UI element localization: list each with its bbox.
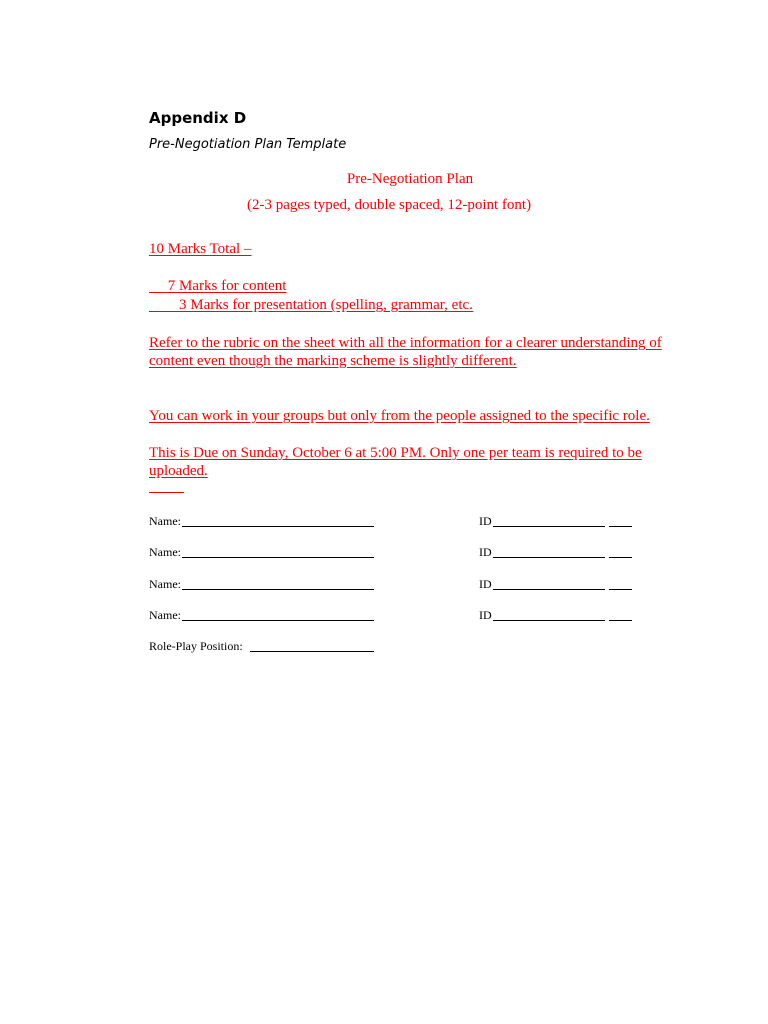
name-field[interactable] [182, 589, 374, 590]
id-label: ID [479, 608, 492, 622]
due-underline [149, 492, 184, 493]
id-label: ID [479, 514, 492, 528]
role-play-label: Role-Play Position: [149, 639, 243, 653]
plan-title: Pre-Negotiation Plan [346, 171, 474, 187]
due-note: This is Due on Sunday, October 6 at 5:00 PM. Only one per team is required to be uploaded. [149, 445, 642, 479]
marks-presentation-indent [149, 297, 179, 313]
name-field[interactable] [182, 620, 374, 621]
id-label: ID [479, 577, 492, 591]
id-field[interactable] [493, 526, 605, 527]
id-field-extra[interactable] [609, 620, 632, 621]
id-field[interactable] [493, 557, 605, 558]
id-field[interactable] [493, 589, 605, 590]
appendix-title: Appendix D [149, 109, 247, 127]
id-field-extra[interactable] [609, 557, 632, 558]
marks-presentation-line [149, 297, 473, 314]
name-field[interactable] [182, 526, 374, 527]
name-label: Name: [149, 577, 181, 591]
marks-content-indent [149, 278, 168, 294]
id-label: ID [479, 545, 492, 559]
rubric-note: Refer to the rubric on the sheet with all the information for a clearer understanding of content even though the marking scheme is slightly different. [149, 335, 662, 369]
name-field[interactable] [182, 557, 374, 558]
role-play-field[interactable] [250, 651, 374, 652]
marks-total: 10 Marks Total – [149, 241, 252, 257]
groups-note: You can work in your groups but only from the people assigned to the specific role. [149, 408, 650, 424]
marks-content-line [149, 278, 286, 295]
id-field[interactable] [493, 620, 605, 621]
name-label: Name: [149, 545, 181, 559]
id-field-extra[interactable] [609, 589, 632, 590]
marks-presentation: 3 Marks for presentation (spelling, grammar, etc. [179, 297, 473, 313]
appendix-subtitle: Pre-Negotiation Plan Template [149, 137, 347, 152]
plan-subtitle: (2-3 pages typed, double spaced, 12-point font) [247, 197, 532, 213]
id-field-extra[interactable] [609, 526, 632, 527]
name-label: Name: [149, 608, 181, 622]
marks-content: 7 Marks for content [167, 278, 287, 294]
name-label: Name: [149, 514, 181, 528]
